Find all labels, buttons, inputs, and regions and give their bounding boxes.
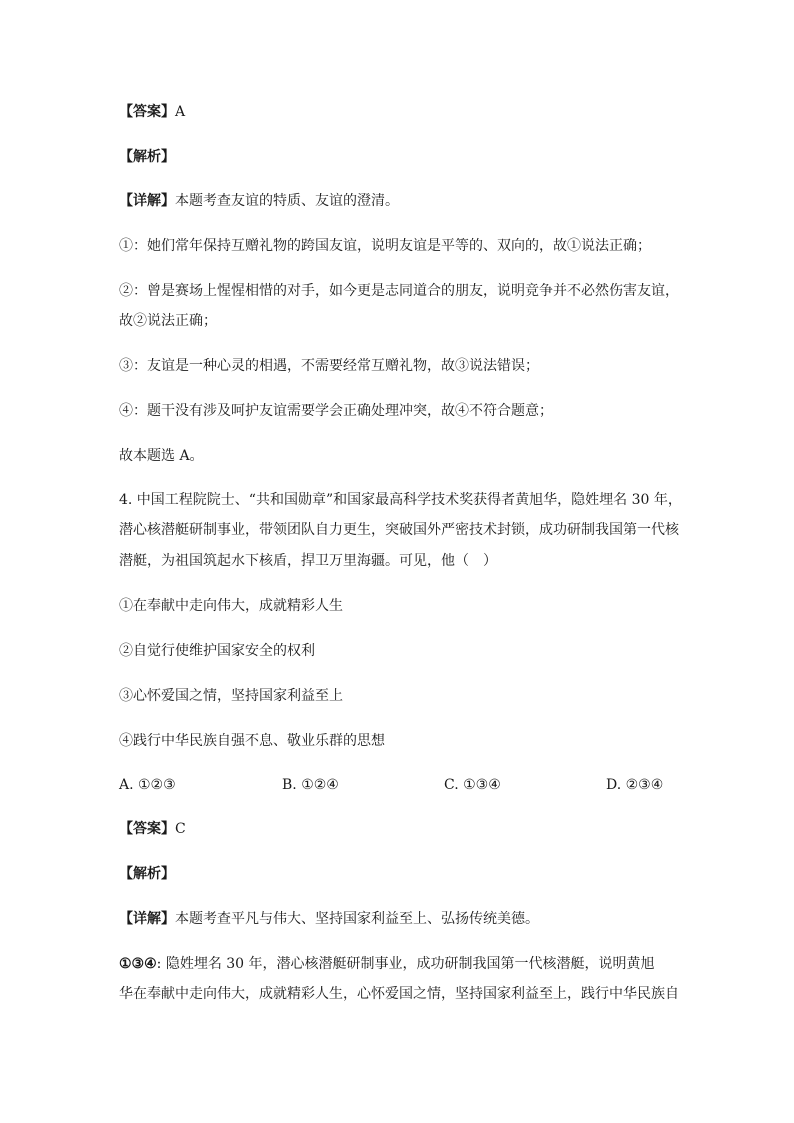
q4-stem-line-1: 4. 中国工程院院士、“共和国勋章”和国家最高科学技术奖获得者黄旭华，隐姓埋名 30 年， [119,492,682,508]
q3-detail-line [119,191,399,211]
answer-tag: 【答案】 [119,104,175,120]
q3-point-2-line-2: 故②说法正确； [119,313,217,329]
q4-stem-line-2: 潜心核潜艇研制事业，带领团队自力更生，突破国外严密技术封锁，成功研制我国第一代核 [119,522,679,538]
q4-option-b: B. ①②④ [282,777,339,793]
q4-detail-line [119,909,539,929]
q4-item-4: ④践行中华民族自强不息、敬业乐群的思想 [119,733,385,749]
q3-point-4: ④：题干没有涉及呵护友谊需要学会正确处理冲突，故④不符合题意； [119,403,553,419]
answer-value: A [175,104,186,120]
analysis-tag: 【解析】 [119,149,175,165]
q4-detail-para-line-2: 华在奉献中走向伟大，成就精彩人生，心怀爱国之情，坚持国家利益至上，践行中华民族自 [119,986,679,1002]
detail-tag: 【详解】 [119,911,175,927]
q4-option-c: C. ①③④ [444,777,501,793]
q4-item-1: ①在奉献中走向伟大，成就精彩人生 [119,598,343,614]
detail-intro: 本题考查友谊的特质、友谊的澄清。 [175,193,399,209]
q3-point-1: ①：她们常年保持互赠礼物的跨国友谊，说明友谊是平等的、双向的，故①说法正确； [119,238,651,254]
answer-value: C [175,821,186,837]
q4-option-d: D. ②③④ [606,777,664,793]
q4-option-a: A. ①②③ [119,777,176,793]
answer-tag: 【答案】 [119,821,175,837]
q3-conclusion: 故本题选 A。 [119,448,204,464]
q4-answer-line [119,819,186,839]
analysis-tag: 【解析】 [119,866,175,882]
detail-text: : 隐姓埋名 30 年，潜心核潜艇研制事业，成功研制我国第一代核潜艇，说明黄旭 [156,956,655,972]
q3-analysis-tag [119,147,175,167]
q3-point-3: ③：友谊是一种心灵的相遇，不需要经常互赠礼物，故③说法错误； [119,358,539,374]
q4-item-3: ③心怀爱国之情，坚持国家利益至上 [119,688,343,704]
q3-answer-line [119,102,185,122]
detail-tag: 【详解】 [119,193,175,209]
q4-stem-line-3: 潜艇，为祖国筑起水下核盾，捍卫万里海疆。可见，他（ ） [119,553,497,569]
q4-detail-para-line-1 [119,954,655,974]
detail-label: ①③④ [119,956,157,972]
q4-item-2: ②自觉行使维护国家安全的权利 [119,643,315,659]
q4-analysis-tag [119,864,175,884]
q3-point-2-line-1: ②：曾是赛场上惺惺相惜的对手，如今更是志同道合的朋友，说明竞争并不必然伤害友谊， [119,283,679,299]
detail-intro: 本题考查平凡与伟大、坚持国家利益至上、弘扬传统美德。 [175,911,539,927]
